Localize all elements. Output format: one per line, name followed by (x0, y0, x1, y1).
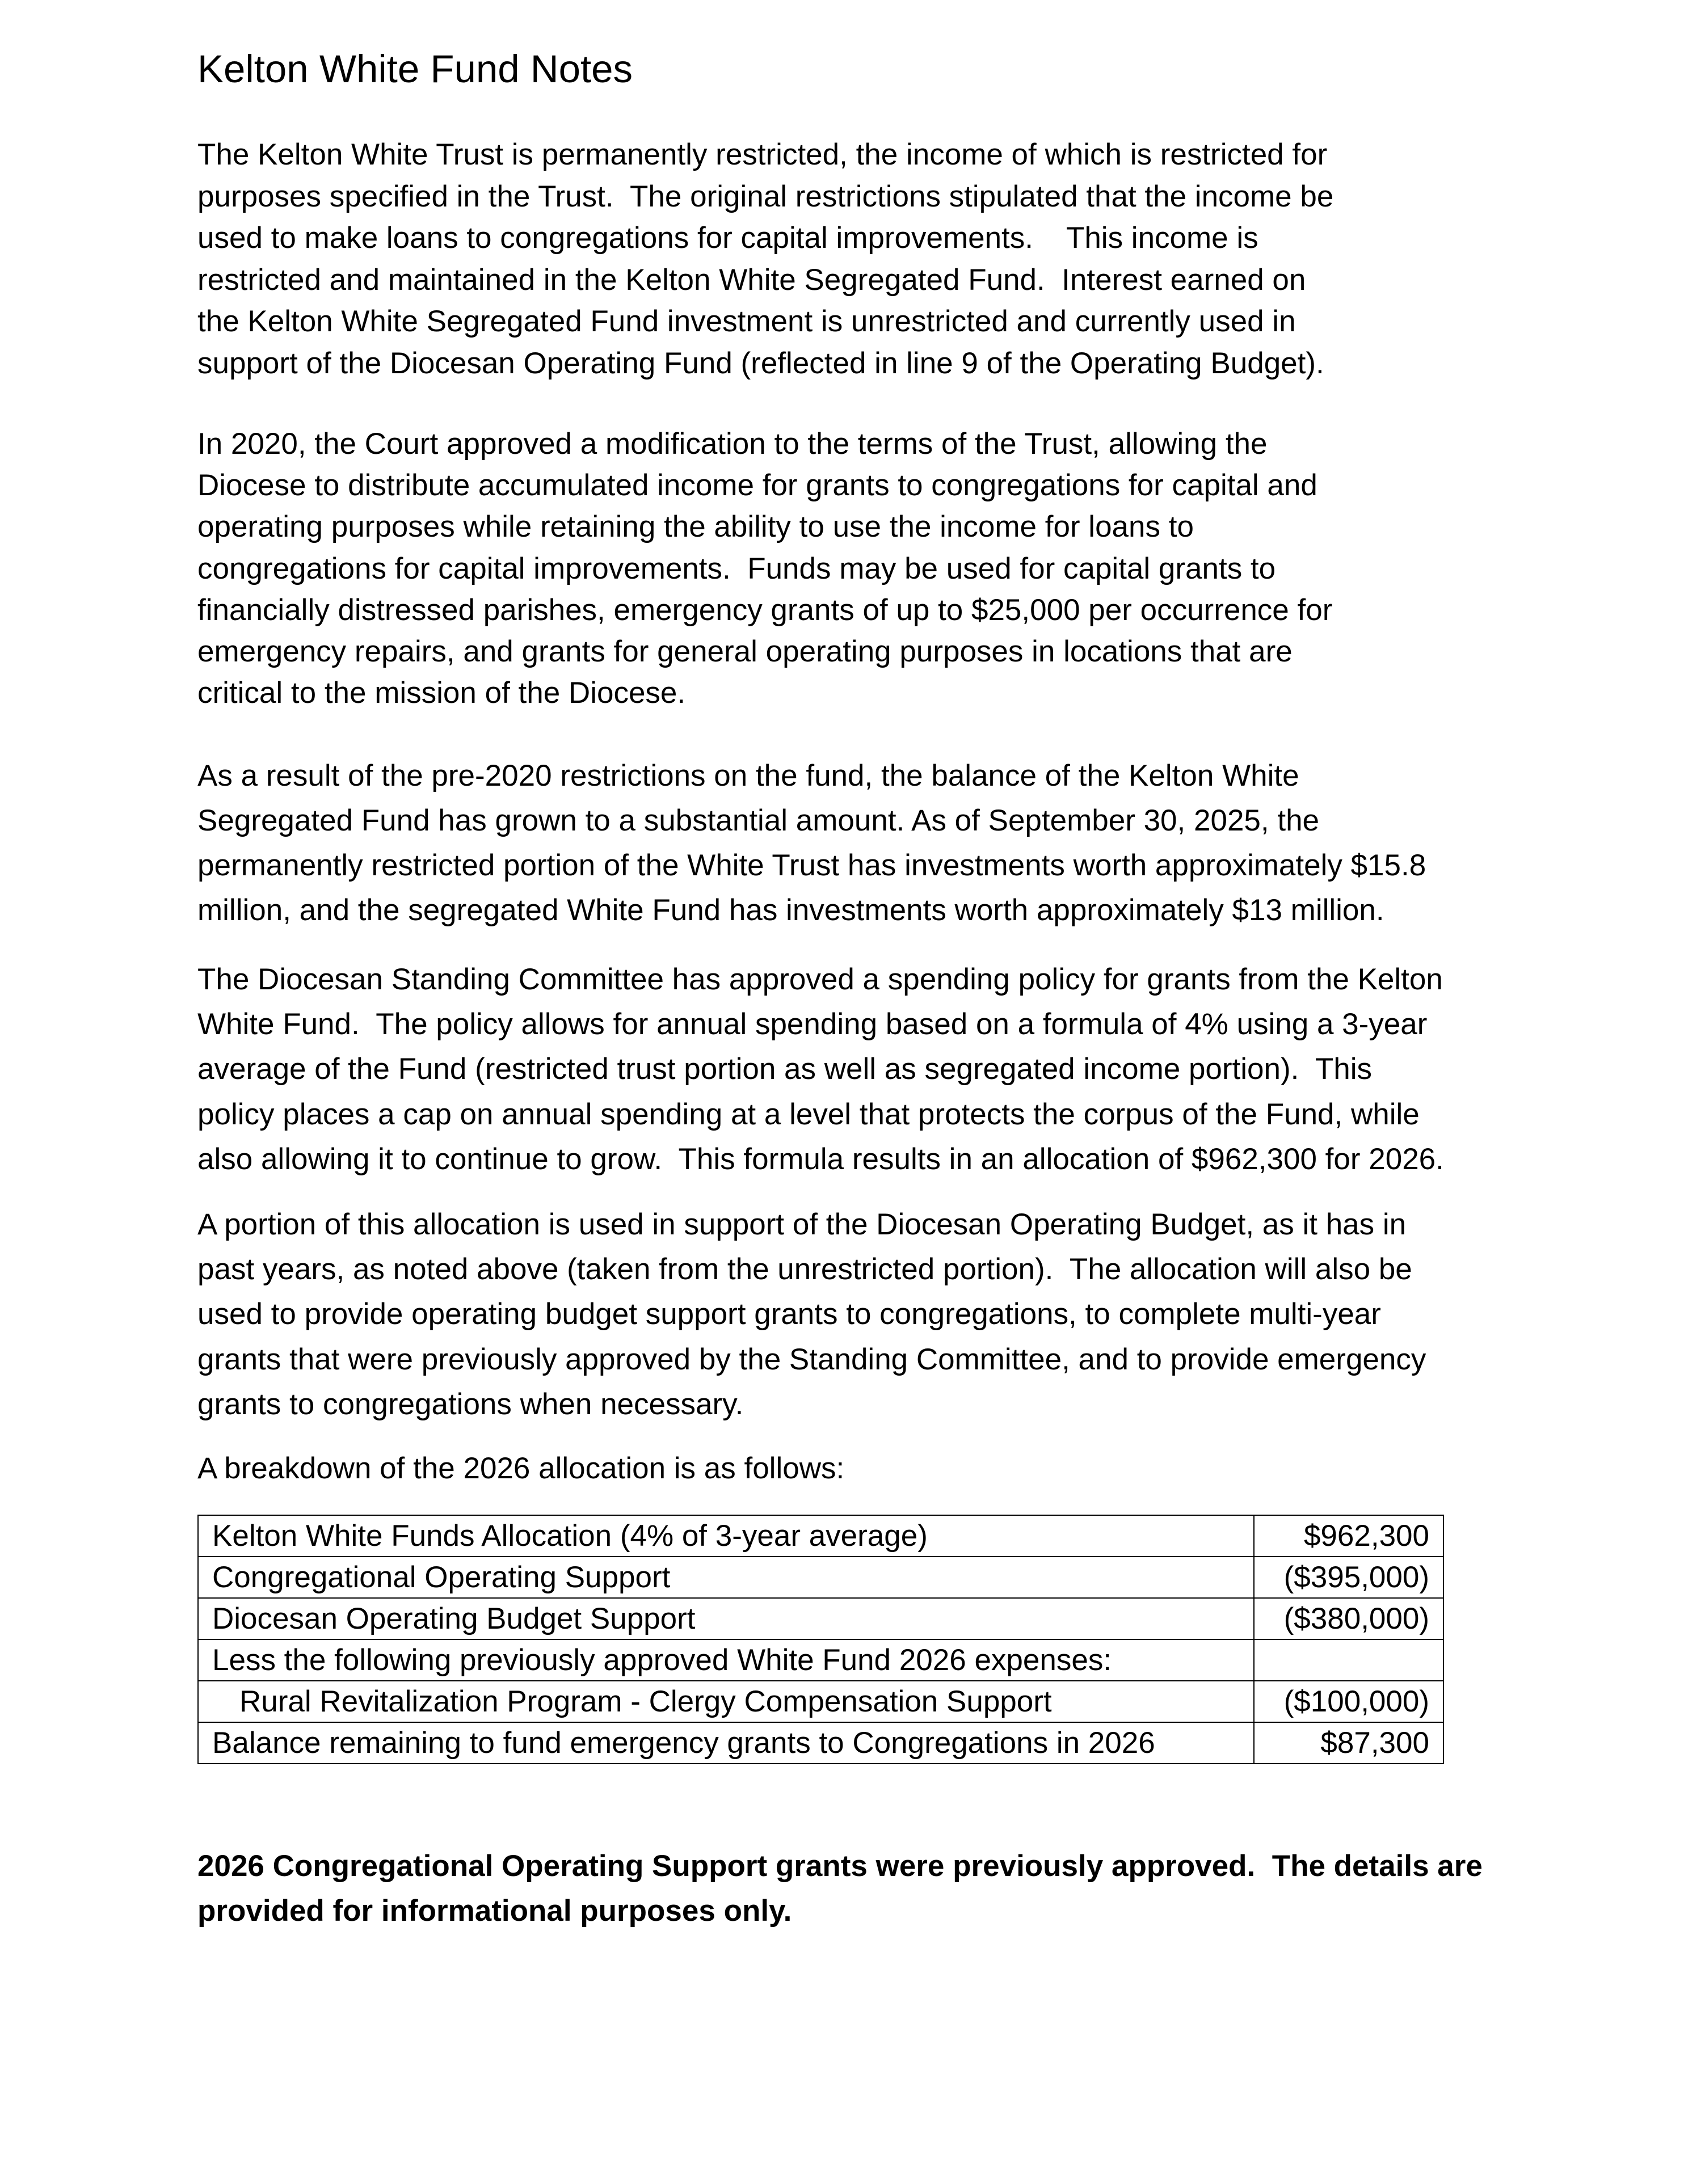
text-line: purposes specified in the Trust. The original restrictions stipulated that the income be (197, 179, 1334, 213)
text-line: The Kelton White Trust is permanently restricted, the income of which is restricted for (197, 138, 1328, 171)
table-cell-amount: ($100,000) (1254, 1681, 1443, 1722)
text-line: The Diocesan Standing Committee has approved a spending policy for grants from the Kelton (197, 963, 1443, 996)
text-line: restricted and maintained in the Kelton White Segregated Fund. Interest earned on (197, 263, 1306, 297)
text-line: Diocese to distribute accumulated income for grants to congregations for capital and (197, 469, 1317, 503)
text-line: grants that were previously approved by the Standing Committee, and to provide emergency (197, 1342, 1426, 1376)
text-line: average of the Fund (restricted trust portion as well as segregated income portion). This (197, 1052, 1373, 1086)
paragraph-trust-restrictions (197, 134, 1502, 384)
text-line: the Kelton White Segregated Fund investment is unrestricted and currently used in (197, 305, 1296, 338)
table-cell-label: Diocesan Operating Budget Support (198, 1598, 1254, 1639)
paragraph-court-modification (197, 423, 1502, 714)
text-line: White Fund. The policy allows for annual spending based on a formula of 4% using a 3-year (197, 1007, 1428, 1042)
text-line: used to provide operating budget support grants to congregations, to complete multi-year (197, 1297, 1381, 1331)
table-cell-label: Less the following previously approved White Fund 2026 expenses: (198, 1639, 1254, 1681)
paragraph-breakdown-intro (197, 1446, 1502, 1491)
text-line: Segregated Fund has grown to a substantial amount. As of September 30, 2025, the (197, 804, 1320, 837)
page-title: Kelton White Fund Notes (197, 47, 633, 91)
text-line: In 2020, the Court approved a modification to the terms of the Trust, allowing the (197, 427, 1268, 461)
text-line: used to make loans to congregations for capital improvements. This income is (197, 221, 1258, 255)
text-line: congregations for capital improvements. Funds may be used for capital grants to (197, 551, 1276, 585)
paragraph-spending-policy (197, 957, 1502, 1182)
table-cell-label: Kelton White Funds Allocation (4% of 3-year average) (198, 1515, 1254, 1557)
text-line: 2026 Congregational Operating Support grants were previously approved. The details are (197, 1849, 1483, 1883)
table-cell-amount: ($380,000) (1254, 1598, 1443, 1639)
text-line: provided for informational purposes only. (197, 1894, 792, 1928)
text-line: grants to congregations when necessary. (197, 1387, 744, 1421)
text-line: million, and the segregated White Fund has investments worth approximately $13 million. (197, 893, 1384, 927)
text-line: As a result of the pre-2020 restrictions on the fund, the balance of the Kelton White (197, 759, 1299, 792)
table-row (198, 1557, 1443, 1598)
table-row (198, 1598, 1443, 1639)
paragraph-fund-balance (197, 753, 1502, 933)
table-cell-label: Balance remaining to fund emergency grants to Congregations in 2026 (198, 1722, 1254, 1764)
table-cell-amount: $87,300 (1254, 1722, 1443, 1764)
table-cell-label: Congregational Operating Support (198, 1557, 1254, 1598)
table-cell-amount: $962,300 (1254, 1515, 1443, 1557)
table-row (198, 1722, 1443, 1764)
paragraph-allocation-use (197, 1202, 1502, 1427)
allocation-table (197, 1515, 1444, 1764)
paragraph-informational-note (197, 1844, 1502, 1933)
text-line: A portion of this allocation is used in support of the Diocesan Operating Budget, as it has in (197, 1208, 1407, 1241)
table-cell-amount: ($395,000) (1254, 1557, 1443, 1598)
table-cell-amount (1254, 1639, 1443, 1681)
table-row (198, 1639, 1443, 1681)
text-line: policy places a cap on annual spending at a level that protects the corpus of the Fund, while (197, 1097, 1420, 1131)
text-line: critical to the mission of the Diocese. (197, 676, 686, 710)
text-line: permanently restricted portion of the White Trust has investments worth approximately $15.8 (197, 849, 1426, 882)
table-row (198, 1681, 1443, 1722)
table-row (198, 1515, 1443, 1557)
text-line: emergency repairs, and grants for general operating purposes in locations that are (197, 635, 1293, 669)
text-line: also allowing it to continue to grow. This formula results in an allocation of $962,300 for 2026. (197, 1142, 1444, 1176)
text-line: operating purposes while retaining the ability to use the income for loans to (197, 510, 1194, 544)
text-line: support of the Diocesan Operating Fund (reflected in line 9 of the Operating Budget). (197, 346, 1324, 380)
text-line: financially distressed parishes, emergency grants of up to $25,000 per occurrence for (197, 593, 1333, 627)
text-line: A breakdown of the 2026 allocation is as follows: (197, 1452, 845, 1485)
table-cell-label: Rural Revitalization Program - Clergy Compensation Support (198, 1681, 1254, 1722)
text-line: past years, as noted above (taken from the unrestricted portion). The allocation will also be (197, 1253, 1412, 1287)
